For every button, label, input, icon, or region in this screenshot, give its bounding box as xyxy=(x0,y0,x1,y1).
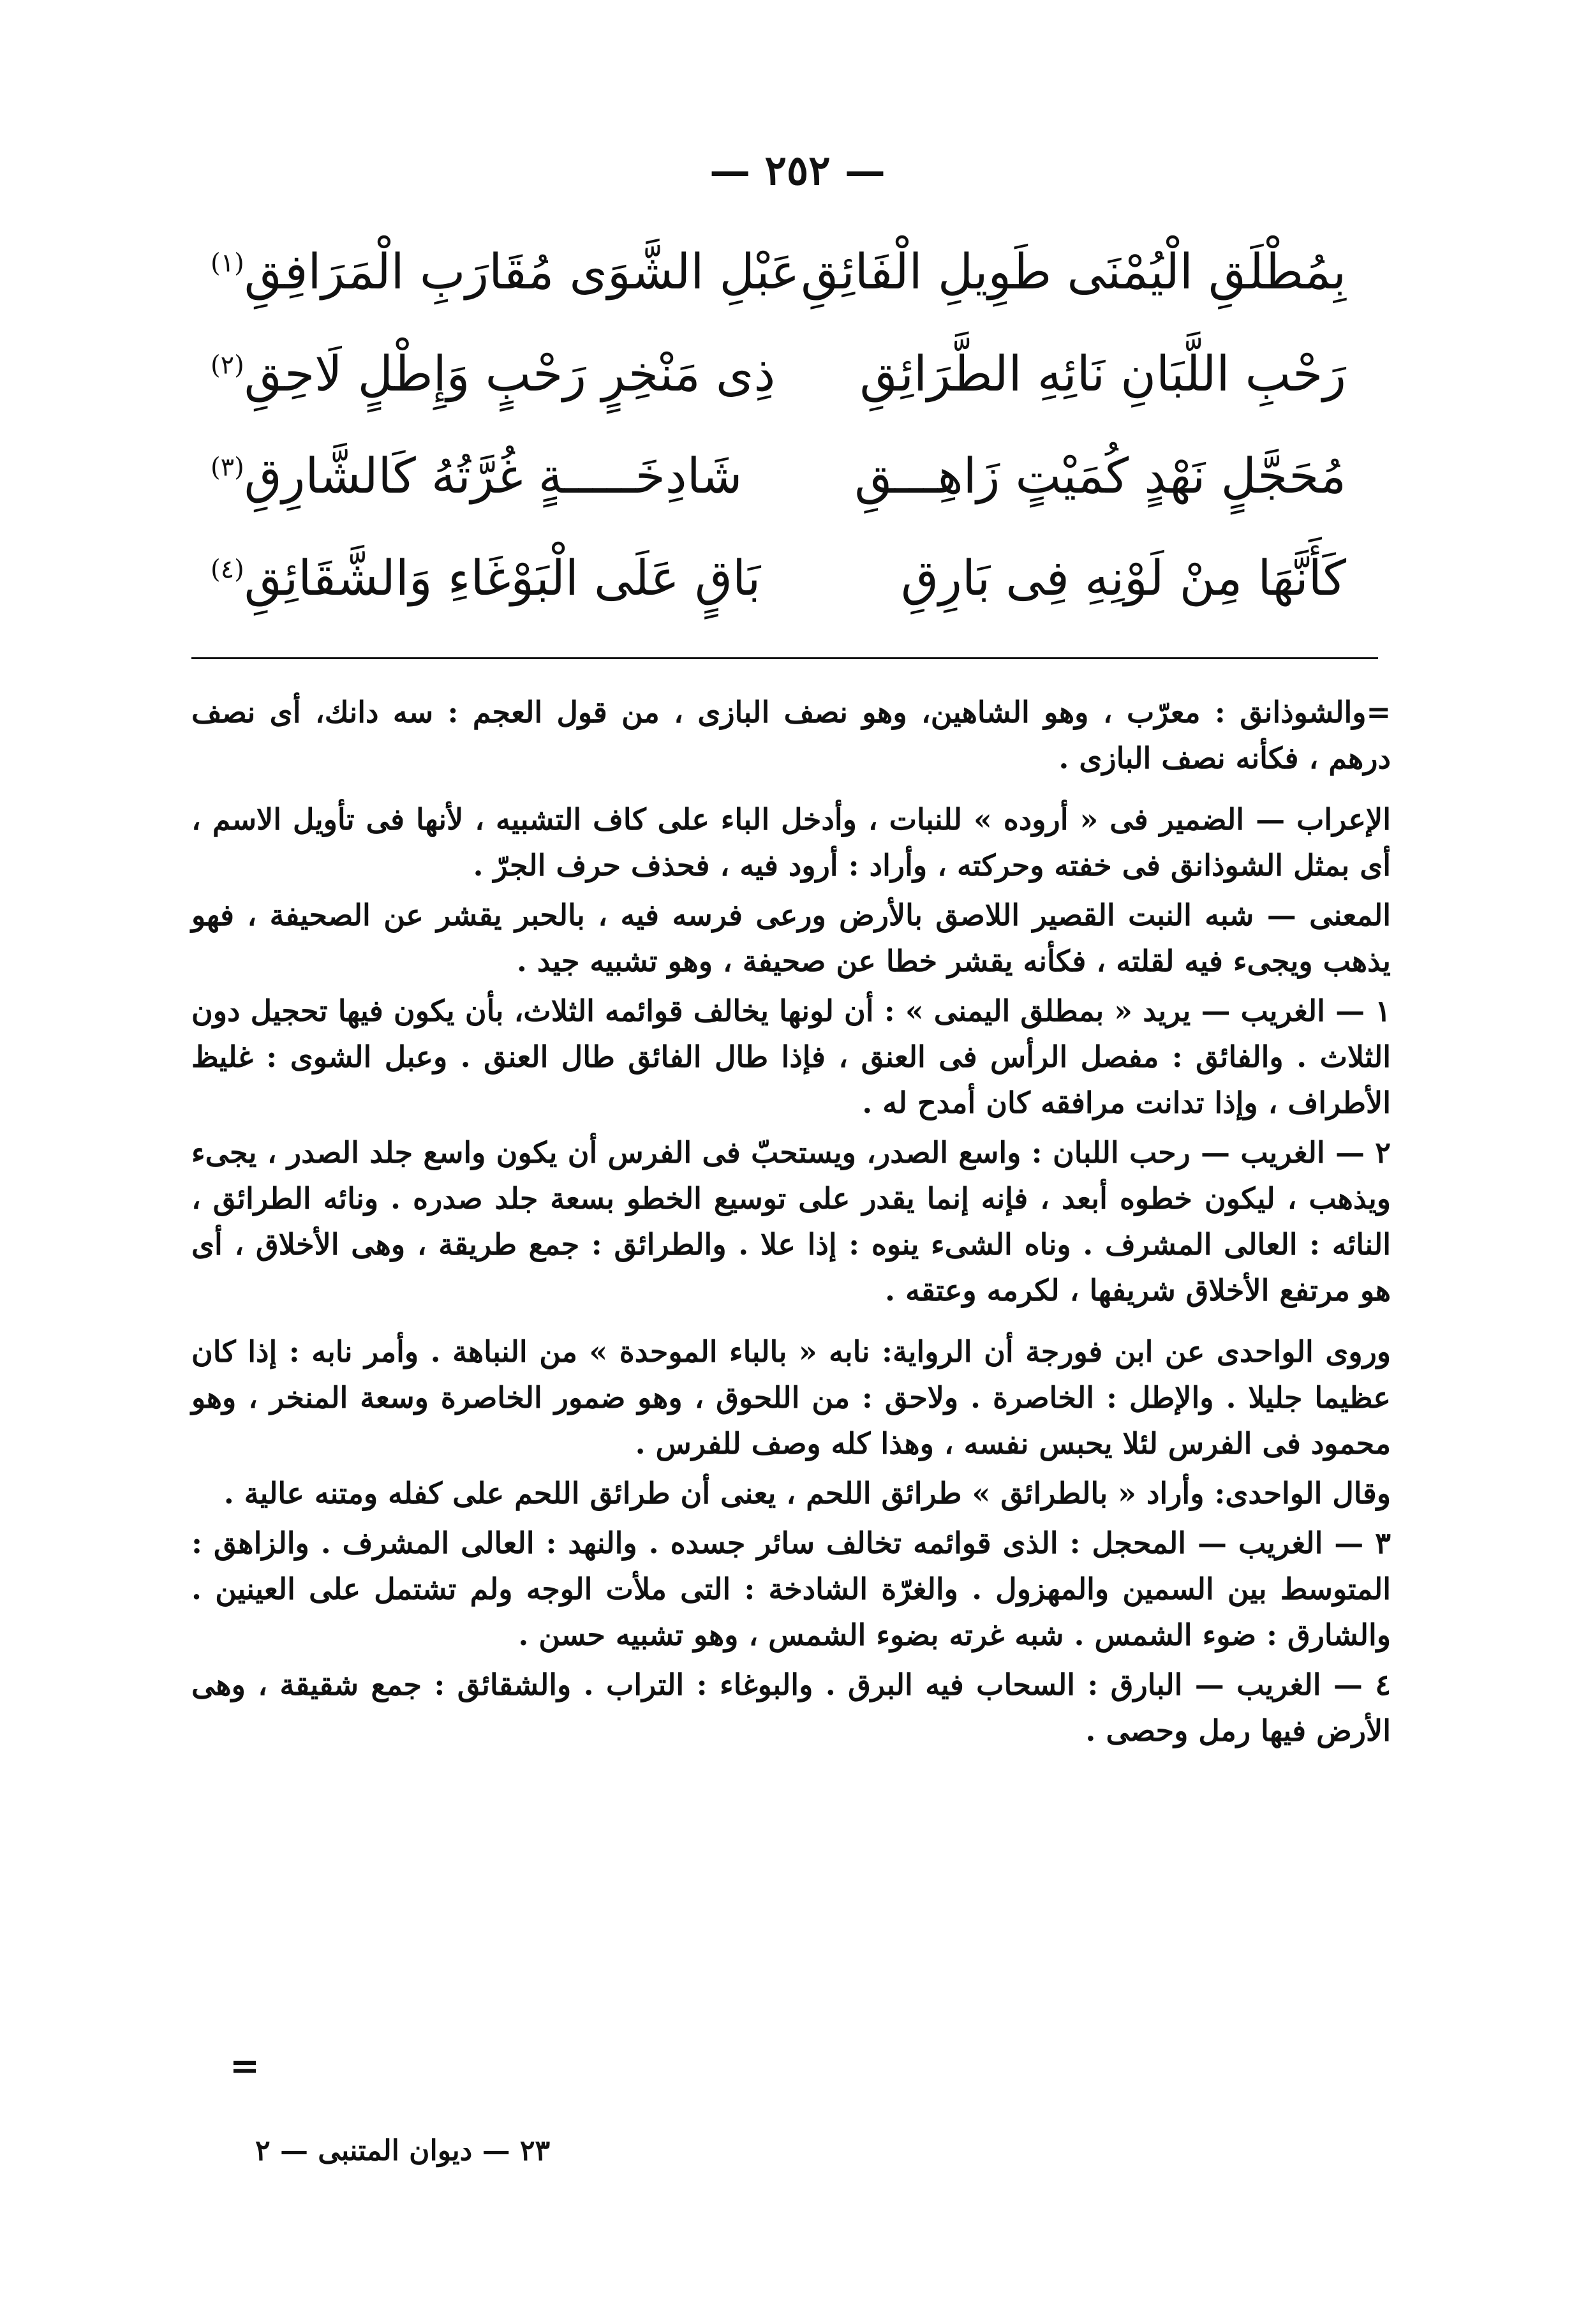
note-paragraph: الإعراب — الضمير فى « أروده » للنبات ، وأدخل الباء على كاف التشبيه ، لأنها فى تأويل الاسم ، أى بمثل الشوذانق فى خفته وحركته ، وأراد : أرود فيه ، فحذف حرف الجرّ . xyxy=(191,802,1391,883)
footnote-marker: (١) xyxy=(211,248,244,278)
note-paragraph: ٤ — الغريب — البارق : السحاب فيه البرق . والبوغاء : التراب . والشقائق : جمع شقيقة ، وهى الأرض فيها رمل وحصى . xyxy=(191,1667,1391,1748)
footnote-marker: (٣) xyxy=(211,452,244,482)
verse-first-hemistich: رَحْبِ اللَّبَانِ نَائِهِ الطَّرَائِقِ xyxy=(859,345,1346,402)
continuation-mark: = xyxy=(230,2045,260,2087)
page-number: — ٢٥٢ — xyxy=(709,147,886,195)
poem-verses xyxy=(211,242,1346,651)
verse-line xyxy=(211,242,1346,345)
verse-second-hemistich: شَادِخَـــــةٍ غُرَّتُهُ كَالشَّارِقِ$^{(٣)}$ xyxy=(211,447,743,504)
commentary-notes xyxy=(191,689,1391,1757)
verse-second-hemistich: عَبْلِ الشَّوَى مُقَارَبِ الْمَرَافِقِ$^{(١)}$ xyxy=(211,243,800,300)
verse-second-hemistich: ذِى مَنْخِرٍ رَحْبٍ وَإِطْلٍ لَاحِقِ$^{(٢)}$ xyxy=(211,345,776,402)
verse-first-hemistich: بِمُطْلَقِ الْيُمْنَى طَوِيلِ الْفَائِقِ xyxy=(801,243,1346,300)
note-paragraph: وروى الواحدى عن ابن فورجة أن الرواية: نابه « بالباء الموحدة » من النباهة . وأمر نابه : إذا كان عظيما جليلا . والإطل : الخاصرة . ولاحق : من اللحوق ، وهو ضمور الخاصرة وسعة المنخر ، وهو محمود فى الفرس لئلا يحبس نفسه ، وهذا كله وصف للفرس . xyxy=(191,1334,1391,1461)
note-paragraph: ٢ — الغريب — رحب اللبان : واسع الصدر، ويستحبّ فى الفرس أن يكون واسع جلد الصدر ، يجىء ويذهب ، ليكون خطوه أبعد ، فإنه إنما يقدر على توسيع الخطو بسعة جلد صدره . ونائه الطرائق ، النائه : العالى المشرف . وناه الشىء ينوه : إذا علا . والطرائق : جمع طريقة ، وهى الأخلاق ، أى هو مرتفع الأخلاق شريفها ، لكرمه وعتقه . xyxy=(191,1135,1391,1307)
note-paragraph: ١ — الغريب — يريد « بمطلق اليمنى » : أن لونها يخالف قوائمه الثلاث، بأن يكون فيها تحجيل دون الثلاث . والفائق : مفصل الرأس فى العنق ، فإذا طال الفائق طال العنق . وعبل الشوى : غليظ الأطراف ، وإذا تدانت مرافقه كان أمدح له . xyxy=(191,994,1391,1120)
separator-rule xyxy=(191,657,1378,659)
footnote-marker: (٢) xyxy=(211,350,244,380)
note-paragraph: المعنى — شبه النبت القصير اللاصق بالأرض ورعى فرسه فيه ، بالحبر يقشر عن الصحيفة ، فهو يذهب ويجىء فيه لقلته ، فكأنه يقشر خطا عن صحيفة ، وهو تشبيه جيد . xyxy=(191,898,1391,978)
note-paragraph: وقال الواحدى: وأراد « بالطرائق » طرائق اللحم ، يعنى أن طرائق اللحم على كفله ومتنه عالية . xyxy=(223,1476,1391,1510)
verse-line xyxy=(211,447,1346,549)
note-paragraph: =والشوذانق : معرّب ، وهو الشاهين، وهو نصف البازى ، من قول العجم : سه دانك، أى نصف درهم ، فكأنه نصف البازى . xyxy=(191,695,1391,775)
verse-first-hemistich: كَأَنَّهَا مِنْ لَوْنِهِ فِى بَارِقِ xyxy=(901,549,1346,606)
verse-line xyxy=(211,345,1346,447)
note-paragraph: ٣ — الغريب — المحجل : الذى قوائمه تخالف سائر جسده . والنهد : العالى المشرف . والزاهق : المتوسط بين السمين والمهزول . والغرّة الشادخة : التى ملأت الوجه ولم تشتمل على العينين . والشارق : ضوء الشمس . شبه غرته بضوء الشمس ، وهو تشبيه حسن . xyxy=(191,1526,1391,1652)
verse-line xyxy=(211,549,1346,651)
verse-second-hemistich: بَاقٍ عَلَى الْبَوْغَاءِ وَالشَّقَائِقِ$^{(٤)}$ xyxy=(211,549,761,606)
footer-signature: ٢٣ — ديوان المتنبى — ٢ xyxy=(255,2134,551,2167)
verse-first-hemistich: مُحَجَّلٍ نَهْدٍ كُمَيْتٍ زَاهِـــقِ xyxy=(854,447,1346,504)
footnote-marker: (٤) xyxy=(211,555,244,585)
